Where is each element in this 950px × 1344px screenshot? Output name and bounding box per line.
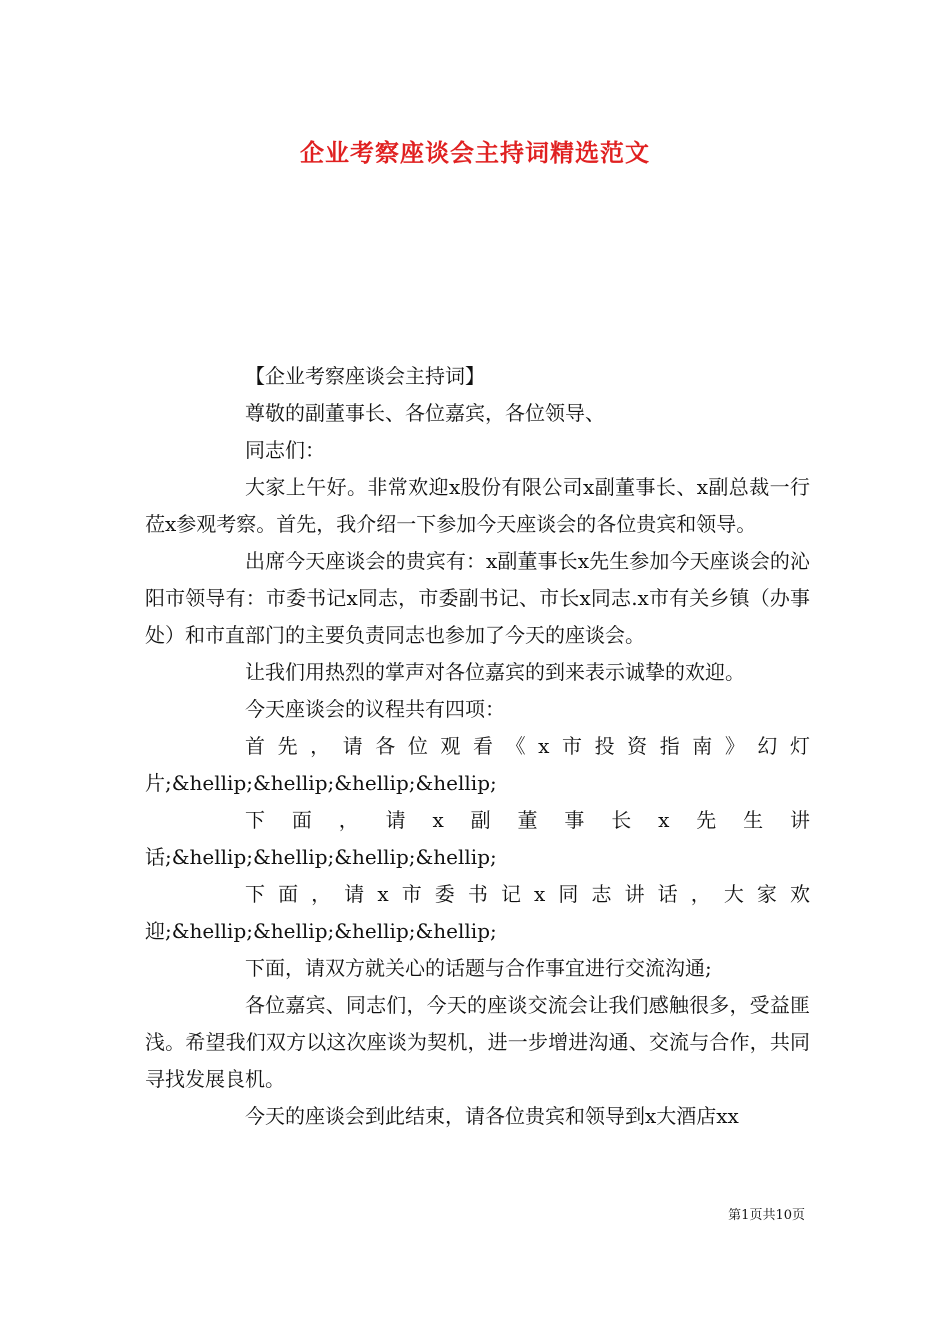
paragraph: 让我们用热烈的掌声对各位嘉宾的到来表示诚挚的欢迎。 (245, 660, 745, 684)
salutation-line: 尊敬的副董事长、各位嘉宾，各位领导、 (245, 401, 605, 425)
paragraph: 各位嘉宾、同志们，今天的座谈交流会让我们感触很多，受益匪浅。希望我们双方以这次座谈为契机，进一步增进沟通、交流与合作，共同寻找发展良机。 (145, 993, 810, 1091)
document-body (145, 358, 810, 1135)
page-number: 第1页共10页 (728, 1208, 805, 1223)
agenda-item: 下面，请x副董事长x先生讲话;&hellip;&hellip;&hellip;&hellip; (145, 808, 810, 869)
section-heading: 【企业考察座谈会主持词】 (245, 364, 485, 388)
paragraph: 大家上午好。非常欢迎x股份有限公司x副董事长、x副总裁一行莅x参观考察。首先，我介绍一下参加今天座谈会的各位贵宾和领导。 (145, 475, 810, 536)
paragraph: 今天的座谈会到此结束，请各位贵宾和领导到x大酒店xx (245, 1104, 739, 1128)
agenda-item: 下面，请x市委书记x同志讲话，大家欢迎;&hellip;&hellip;&hellip;&hellip; (145, 882, 810, 943)
agenda-item: 下面，请双方就关心的话题与合作事宜进行交流沟通; (245, 956, 712, 980)
agenda-item: 首先，请各位观看《x市投资指南》幻灯片;&hellip;&hellip;&hellip;&hellip; (145, 734, 810, 795)
salutation-line: 同志们： (245, 438, 325, 462)
paragraph: 出席今天座谈会的贵宾有：x副董事长x先生参加今天座谈会的沁阳市领导有：市委书记x同志，市委副书记、市长x同志.x市有关乡镇（办事处）和市直部门的主要负责同志也参加了今天的座谈会。 (145, 549, 810, 647)
document-title: 企业考察座谈会主持词精选范文 (300, 138, 650, 167)
paragraph: 今天座谈会的议程共有四项： (245, 697, 505, 721)
